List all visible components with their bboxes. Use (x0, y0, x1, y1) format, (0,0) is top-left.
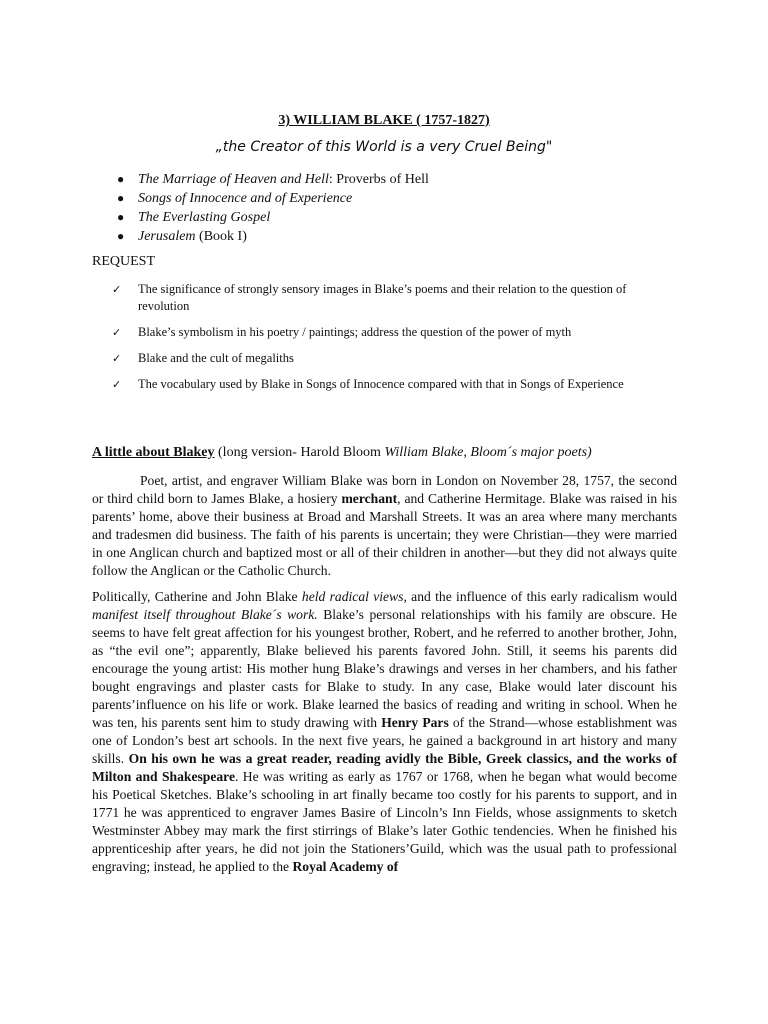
request-list (112, 281, 642, 402)
page-title: 3) WILLIAM BLAKE ( 1757-1827) (278, 113, 490, 128)
work-note: (Book I) (195, 229, 247, 244)
request-text: Blake and the cult of megaliths (138, 351, 294, 365)
list-item (117, 208, 429, 227)
work-title: Jerusalem (138, 229, 196, 244)
section-title: A little about Blakey (92, 445, 215, 460)
work-note: : Proverbs of Hell (328, 172, 429, 187)
list-item (117, 189, 429, 208)
list-item (112, 281, 642, 315)
bullet-icon: ● (117, 210, 125, 224)
request-text: The significance of strongly sensory images in Blake’s poems and their relation to the question of revolution (138, 282, 627, 313)
work-title: Songs of Innocence and of Experience (138, 191, 353, 206)
work-title: The Everlasting Gospel (138, 210, 271, 225)
request-label: REQUEST (92, 254, 155, 269)
checkmark-icon: ✓ (112, 326, 122, 339)
bullet-icon: ● (117, 172, 125, 186)
request-text: The vocabulary used by Blake in Songs of Innocence compared with that in Songs of Experience (138, 377, 624, 391)
epigraph-quote: „the Creator of this World is a very Cruel Being" (215, 139, 553, 155)
request-text: Blake’s symbolism in his poetry / paintings; address the question of the power of myth (138, 325, 572, 339)
list-item (112, 350, 642, 367)
section-source: (long version- Harold Bloom (214, 445, 385, 460)
checkmark-icon: ✓ (112, 283, 122, 296)
paragraph: Poet, artist, and engraver William Blake was born in London on November 28, 1757, the second or third child born to James Blake, a hosiery merchant, and Catherine Hermitage. Blake was raised in his parents’ home, above their business at Broad and Marshall Streets. It was an area where many merchants and tradesmen did business. The faith of his parents is uncertain; they were Christian—they were married in one Anglican church and baptized most or all of their children in another—but they did not always quite follow the Anglican or the Catholic Church. (92, 473, 677, 578)
work-title: The Marriage of Heaven and Hell (138, 172, 329, 187)
section-heading (92, 445, 592, 461)
bullet-icon: ● (117, 229, 125, 243)
works-list (117, 170, 429, 246)
list-item (117, 227, 429, 246)
section-source-title: William Blake, Bloom´s major poets) (384, 445, 592, 460)
checkmark-icon: ✓ (112, 352, 122, 365)
list-item (112, 376, 642, 393)
bullet-icon: ● (117, 191, 125, 205)
paragraph: Politically, Catherine and John Blake held radical views, and the influence of this early radicalism would manifest itself throughout Blake´s work. Blake’s personal relationships with his family are obscure. He seems to have felt great affection for his youngest brother, Robert, and he referred to another brother, John, as “the evil one”; apparently, Blake believed his parents favored John. Still, it seems his parents did encourage the young artist: His mother hung Blake’s drawings and verses in her chambers, and his father bought engravings and plaster casts for Blake to study. In any case, Blake would later discount his parents’influence on his life or work. Blake learned the basics of reading and writing in school. When he was ten, his parents sent him to study drawing with Henry Pars of the Strand—whose establishment was one of London’s best art schools. In the next five years, he gained a background in art history and many skills. On his own he was a great reader, reading avidly the Bible, Greek classics, and the works of Milton and Shakespeare. He was writing as early as 1767 or 1768, when he began what would become his Poetical Sketches. Blake’s schooling in art finally became too costly for his parents to support, and in 1771 he was apprenticed to engraver James Basire of Lincoln’s Inn Fields, whose assignments to sketch Westminster Abbey may mark the first stirrings of Blake’s later Gothic tendencies. When he finished his apprenticeship after years, he did not join the Stationers’Guild, which was the usual path to professional engraving; instead, he applied to the Royal Academy of (92, 589, 677, 874)
list-item (112, 324, 642, 341)
checkmark-icon: ✓ (112, 378, 122, 391)
list-item (117, 170, 429, 189)
body-text (92, 472, 677, 884)
